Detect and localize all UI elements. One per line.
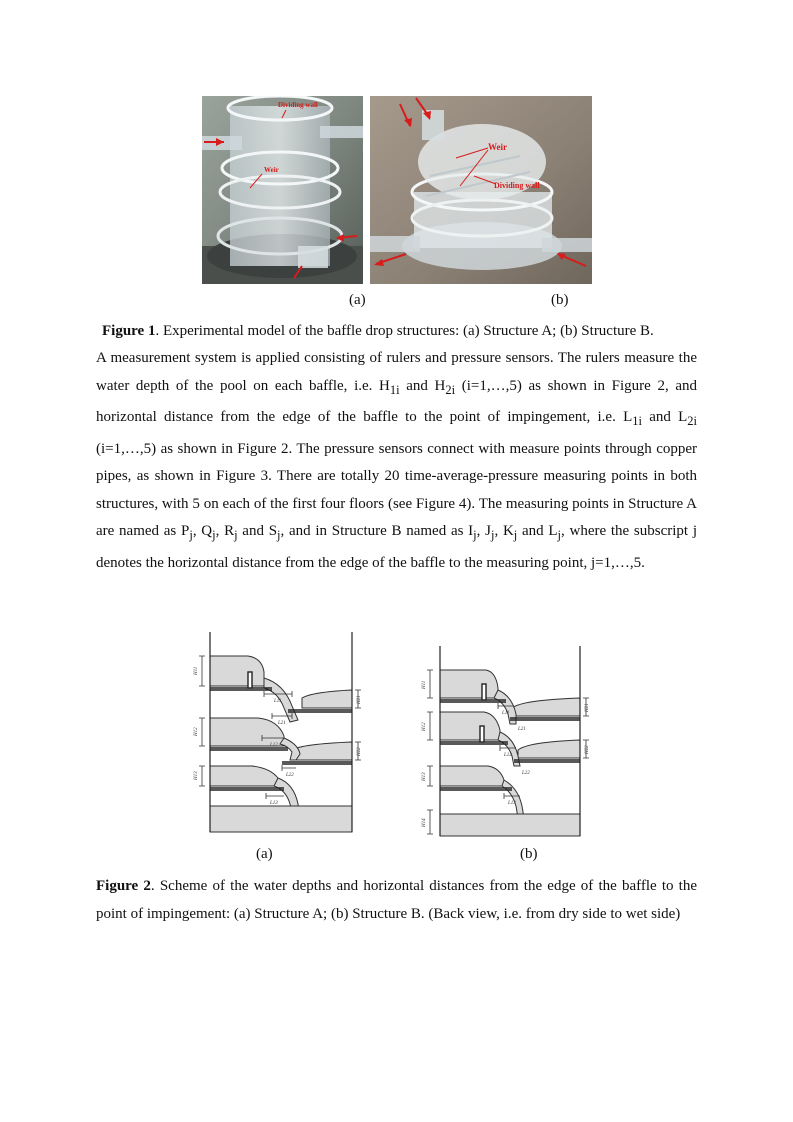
svg-text:H22: H22: [585, 745, 590, 754]
svg-text:H12: H12: [194, 727, 199, 736]
para-sub: j: [277, 528, 281, 542]
para-text: , K: [494, 523, 514, 539]
svg-text:L22: L22: [286, 773, 294, 778]
figure2-label-a: (a): [256, 846, 273, 862]
para-text: , and in Structure B named as I: [280, 523, 474, 539]
para-text: A measurement system is applied consisting of rulers and pressure sensors. The rulers measure the water depth of the pool on each baffle, i.e. H: [96, 350, 697, 394]
para-text: (i=1,…,5) as shown in Figure 2, and horizontal distance from the edge of the baffle to the point of impingement, i.e. L: [96, 377, 697, 425]
para-sub: j: [234, 528, 238, 542]
figure2-label-b: (b): [520, 846, 538, 862]
para-text: , Q: [192, 523, 213, 539]
para-text: , J: [476, 523, 491, 539]
svg-text:L21: L21: [518, 727, 526, 732]
photo-a-weir-label: Weir: [264, 166, 279, 174]
para-sub: 2i: [687, 414, 697, 428]
para-text: , R: [215, 523, 235, 539]
photo-a-dividing-wall-label: Dividing wall: [278, 101, 318, 109]
figure2-scheme-b: [418, 640, 600, 840]
figure1-caption-text: . Experimental model of the baffle drop structures: (a) Structure A; (b) Structure B.: [155, 323, 654, 339]
svg-text:L12: L12: [270, 743, 278, 748]
figure1-label-a: (a): [349, 292, 366, 308]
para-text: and L: [517, 523, 558, 539]
svg-text:L13: L13: [508, 801, 516, 806]
svg-text:L13: L13: [270, 801, 278, 806]
para-text: and S: [237, 523, 278, 539]
svg-text:H14: H14: [422, 818, 427, 827]
svg-text:H11: H11: [422, 680, 427, 689]
para-sub: j: [490, 528, 495, 542]
svg-text:H21: H21: [357, 695, 362, 704]
svg-text:L22: L22: [522, 771, 530, 776]
para-sub: j: [473, 528, 477, 542]
svg-text:H22: H22: [357, 747, 362, 756]
svg-text:H13: H13: [194, 771, 199, 780]
svg-text:L12: L12: [504, 753, 512, 758]
figure2-scheme-a: [192, 628, 364, 836]
para-text: and L: [641, 409, 688, 425]
para-sub: 1i: [632, 414, 642, 428]
para-sub: j: [513, 528, 518, 542]
figure1-photo-b: [370, 96, 592, 284]
figure1-label-b: (b): [551, 292, 569, 308]
para-sub: 1i: [389, 382, 400, 397]
para-text: (i=1,…,5) as shown in Figure 2. The pressure sensors connect with measure points through copper pipes, as shown in Figure 3. There are totally 20 time-average-pressure measuring points in both structures, with 5 on each of the first four floors (see Figure 4). The measuring points in Structure A are named as P: [96, 440, 697, 539]
para-text: , where the subscript j denotes the horizontal distance from the edge of the baffle to the measuring point, j=1,…,5.: [96, 523, 697, 571]
para-sub: 2i: [445, 382, 456, 397]
body-paragraph: [96, 345, 697, 577]
figure2-caption-text: . Scheme of the water depths and horizontal distances from the edge of the baffle to the point of impingement: (a) Structure A; (b) Structure B. (Back view, i.e. from dry side to wet side): [96, 878, 698, 922]
svg-text:L11: L11: [502, 711, 510, 716]
svg-text:H13: H13: [422, 772, 427, 781]
figure2-caption-bold: Figure 2: [96, 878, 151, 894]
figure2-caption: [96, 873, 697, 928]
para-sub: j: [189, 528, 193, 542]
photo-b-dividing-wall-label: Dividing wall: [494, 181, 540, 190]
para-text: and H: [399, 377, 446, 394]
figure1-photo-a: [202, 96, 363, 284]
svg-text:H11: H11: [194, 666, 199, 675]
para-sub: j: [212, 528, 216, 542]
figure1-caption: [102, 318, 703, 346]
photo-b-weir-label: Weir: [488, 142, 507, 152]
svg-text:H12: H12: [422, 722, 427, 731]
svg-text:L11: L11: [274, 699, 282, 704]
svg-text:H21: H21: [585, 703, 590, 712]
para-sub: j: [557, 528, 562, 542]
figure1-caption-bold: Figure 1: [102, 323, 156, 339]
svg-text:L21: L21: [278, 721, 286, 726]
